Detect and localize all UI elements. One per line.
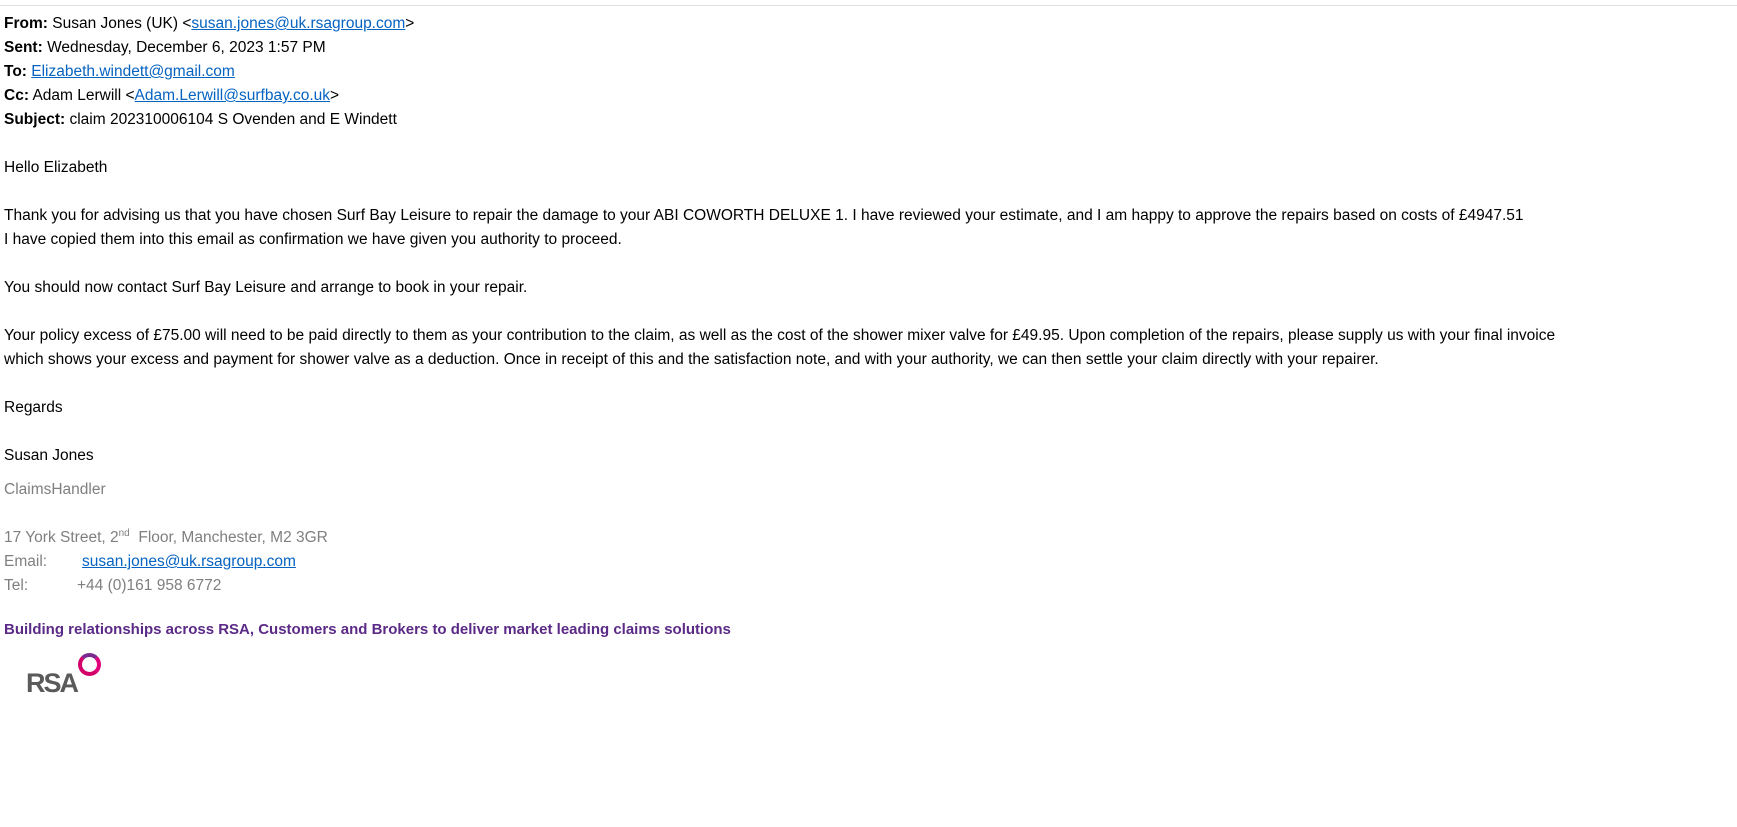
- subject-value: claim 202310006104 S Ovenden and E Windett: [69, 111, 397, 128]
- paragraph-excess: [4, 324, 1729, 372]
- spacer: [4, 132, 1729, 156]
- from-row: [4, 12, 1729, 36]
- sent-value: Wednesday, December 6, 2023 1:57 PM: [47, 39, 326, 56]
- signature-tagline: Building relationships across RSA, Customers and Brokers to deliver market leading claims solutions: [4, 621, 731, 638]
- to-label: To:: [4, 63, 27, 80]
- paragraph-line: Your policy excess of £75.00 will need to be paid directly to them as your contribution to the claim, as well as the cost of the shower mixer valve for £49.95. Upon completion of the repairs, please supply us with your final invoice: [4, 327, 1556, 344]
- address-text: Floor, Manchester, M2 3GR: [129, 529, 328, 546]
- spacer: [4, 300, 1729, 324]
- sent-row: [4, 36, 1729, 60]
- closing: Regards: [4, 399, 63, 416]
- signature-name: Susan Jones: [4, 447, 94, 464]
- spacer: [4, 372, 1729, 396]
- signature-email-row: [4, 550, 1729, 574]
- email-label: Email:: [4, 553, 48, 570]
- email-message: [4, 12, 1729, 702]
- from-email-link[interactable]: susan.jones@uk.rsagroup.com: [191, 15, 406, 32]
- paragraph-line: Thank you for advising us that you have chosen Surf Bay Leisure to repair the damage to your ABI COWORTH DELUXE 1. I have reviewed your estimate, and I am happy to approve the repairs based on costs of £4947.51: [4, 207, 1524, 224]
- cc-row: [4, 84, 1729, 108]
- paragraph-line: I have copied them into this email as confirmation we have given you authority to proceed.: [4, 231, 622, 248]
- sent-label: Sent:: [4, 39, 43, 56]
- cc-name: Adam Lerwill <: [32, 87, 135, 104]
- spacer: [4, 420, 1729, 444]
- subject-label: Subject:: [4, 111, 66, 128]
- from-name: Susan Jones (UK) <: [52, 15, 192, 32]
- address-text: 17 York Street, 2: [4, 529, 119, 546]
- cc-email-link[interactable]: Adam.Lerwill@surfbay.co.uk: [134, 87, 331, 104]
- rsa-ring-icon: [78, 653, 101, 676]
- paragraph-approval: [4, 204, 1729, 252]
- to-email-link[interactable]: Elizabeth.windett@gmail.com: [31, 63, 235, 80]
- spacer: [4, 252, 1729, 276]
- rsa-logo-text: RSA: [26, 668, 78, 698]
- header-divider: [0, 5, 1737, 6]
- signature-address: [4, 526, 1729, 550]
- greeting: Hello Elizabeth: [4, 159, 108, 176]
- rsa-logo: [26, 652, 106, 702]
- tel-label: Tel:: [4, 577, 29, 594]
- subject-row: [4, 108, 1729, 132]
- signature-tel-row: [4, 574, 1729, 598]
- cc-close: >: [330, 87, 340, 104]
- paragraph-line: which shows your excess and payment for shower valve as a deduction. Once in receipt of this and the satisfaction note, and with your authority, we can then settle your claim directly with your repairer.: [4, 351, 1379, 368]
- tel-value: +44 (0)161 958 6772: [77, 577, 222, 594]
- address-ordinal: nd: [118, 527, 130, 539]
- signature-email-link[interactable]: susan.jones@uk.rsagroup.com: [82, 553, 296, 570]
- signature-title: ClaimsHandler: [4, 481, 106, 498]
- to-row: [4, 60, 1729, 84]
- from-close: >: [405, 15, 415, 32]
- paragraph-contact-repairer: You should now contact Surf Bay Leisure and arrange to book in your repair.: [4, 279, 528, 296]
- spacer: [4, 180, 1729, 204]
- cc-label: Cc:: [4, 87, 29, 104]
- from-label: From:: [4, 15, 48, 32]
